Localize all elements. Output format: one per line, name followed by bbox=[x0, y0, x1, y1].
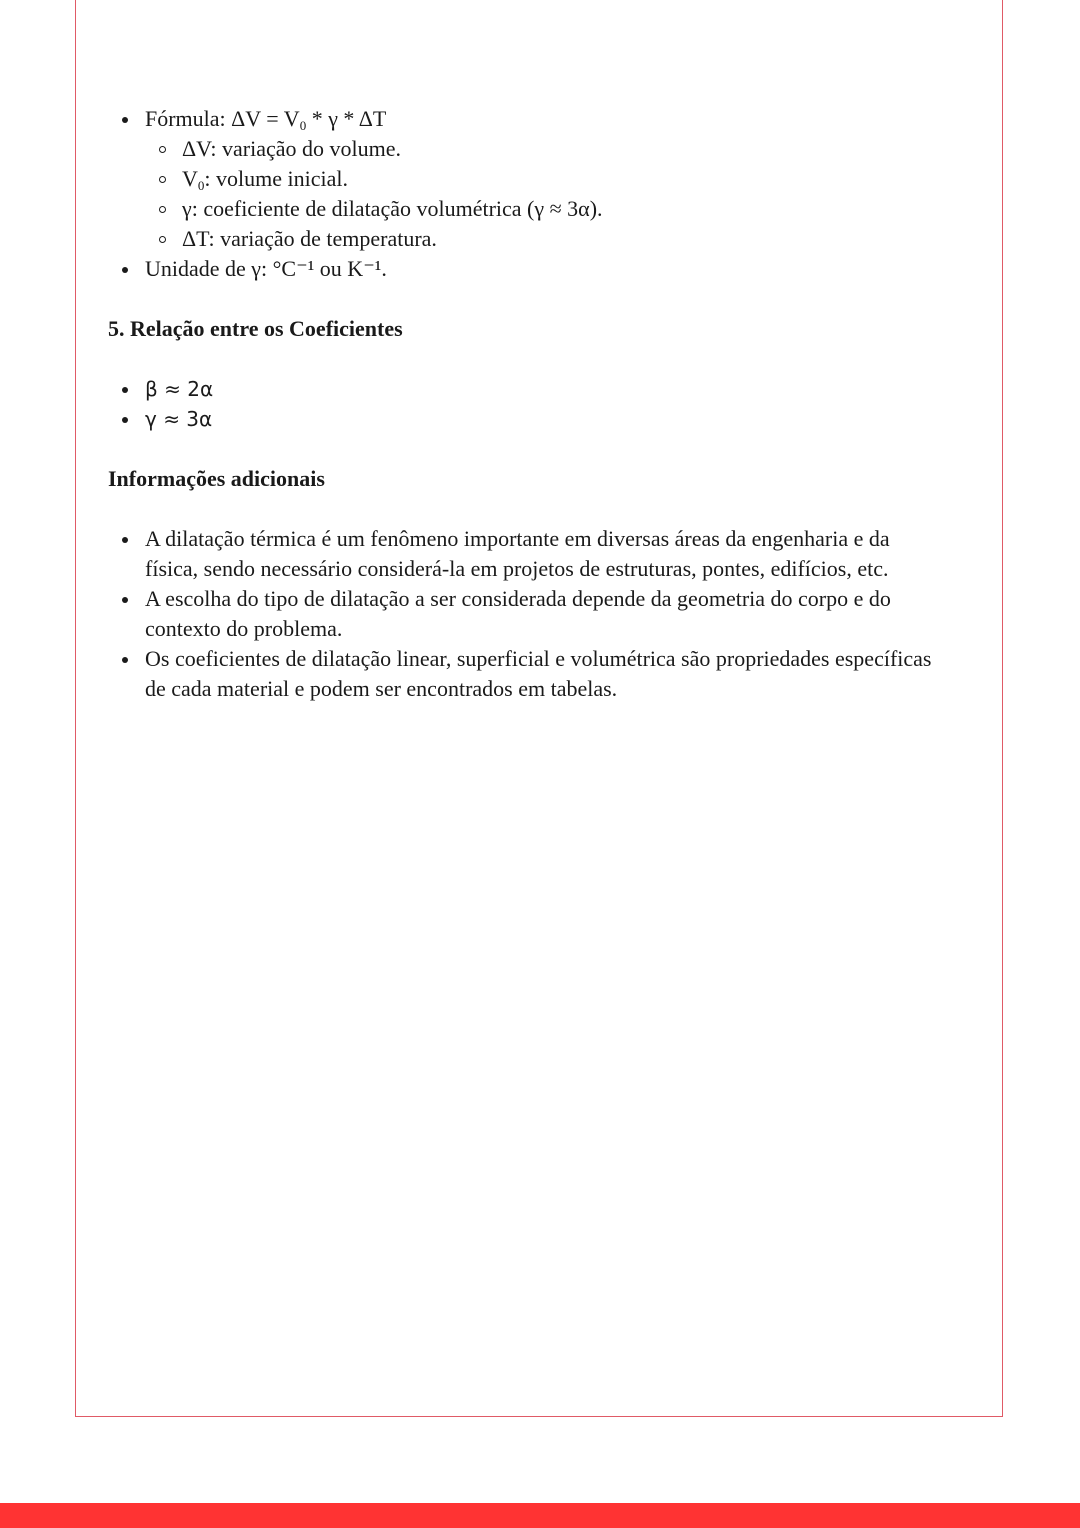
beta-relation: β ≈ 2α bbox=[145, 377, 214, 401]
list-item-formula bbox=[108, 104, 968, 254]
formula-subscript: 0 bbox=[299, 118, 307, 133]
additional-3-line1: Os coeficientes de dilatação linear, superficial e volumétrica são propriedades específicas bbox=[145, 646, 932, 671]
formula-variables-list bbox=[145, 134, 968, 254]
additional-2-line1: A escolha do tipo de dilatação a ser considerada depende da geometria do corpo e do bbox=[145, 586, 891, 611]
list-item-additional-3 bbox=[108, 644, 968, 704]
list-item-delta-v: ΔV: variação do volume. bbox=[145, 134, 968, 164]
v0-subscript: 0 bbox=[197, 178, 205, 193]
v0-prefix: V bbox=[182, 166, 198, 191]
additional-2-line2: contexto do problema. bbox=[145, 616, 343, 641]
list-item-additional-2 bbox=[108, 584, 968, 644]
list-item-v0 bbox=[145, 164, 968, 194]
section-heading-relation: 5. Relação entre os Coeficientes bbox=[108, 316, 403, 341]
list-item-additional-1 bbox=[108, 524, 968, 584]
list-item-gamma-relation bbox=[108, 404, 968, 434]
relation-list bbox=[108, 374, 968, 434]
additional-1-line1: A dilatação térmica é um fenômeno importante em diversas áreas da engenharia e da bbox=[145, 526, 890, 551]
gamma-relation: γ ≈ 3α bbox=[145, 407, 213, 431]
list-item-gamma: γ: coeficiente de dilatação volumétrica (γ ≈ 3α). bbox=[145, 194, 968, 224]
list-item-gamma-unit: Unidade de γ: °C⁻¹ ou K⁻¹. bbox=[108, 254, 968, 284]
volumetric-dilation-list bbox=[108, 104, 968, 284]
formula-suffix: * γ * ΔT bbox=[306, 106, 387, 131]
additional-3-line2: de cada material e podem ser encontrados em tabelas. bbox=[145, 676, 618, 701]
formula-prefix: Fórmula: ΔV = V bbox=[145, 106, 300, 131]
section-heading-additional: Informações adicionais bbox=[108, 466, 325, 491]
additional-1-line2: física, sendo necessário considerá-la em projetos de estruturas, pontes, edifícios, etc. bbox=[145, 556, 889, 581]
v0-suffix: : volume inicial. bbox=[204, 166, 348, 191]
additional-info-list bbox=[108, 524, 968, 704]
list-item-delta-t: ΔT: variação de temperatura. bbox=[145, 224, 968, 254]
footer-accent-bar bbox=[0, 1503, 1080, 1528]
list-item-beta bbox=[108, 374, 968, 404]
document-content bbox=[108, 104, 968, 704]
